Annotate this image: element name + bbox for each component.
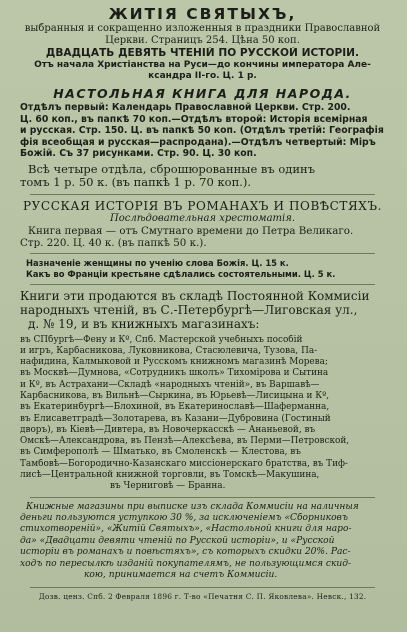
section1-line: Церкви. Страницъ 254. Цѣна 50 коп. xyxy=(105,35,300,46)
section3-total xyxy=(20,163,385,190)
section3-line: фія всеобщая и русская—распродана).—Отдѣлъ четвертый: Міръ xyxy=(20,136,376,148)
address-line: въ Черниговѣ — Бранна. xyxy=(110,481,226,492)
discount-line: кою, принимается на счетъ Коммисіи. xyxy=(84,570,278,581)
address-line: въ Симферополѣ — Шматько, въ Смоленскѣ — Клестова, въ xyxy=(20,447,301,458)
address-line: Карбасникова, въ Вильнѣ—Сыркина, въ Юрьевѣ—Лисицына и Кº, xyxy=(20,390,330,401)
books-sold xyxy=(20,289,385,331)
address-line: Тамбовѣ—Богородично-Казанскаго миссіонерскаго братства, въ Тиф- xyxy=(20,458,348,469)
divider xyxy=(30,194,375,195)
books-line: д. № 19, и въ книжныхъ магазинахъ: xyxy=(28,316,260,331)
section3-line: Божій. Съ 37 рисунками. Стр. 90. Ц. 30 коп. xyxy=(20,148,257,159)
discount-line: ходъ по пересылкѣ изданій покупателямъ, не пользующимся скид- xyxy=(20,558,352,569)
section1-title: ЖИТІЯ СВЯТЫХЪ, xyxy=(108,6,297,23)
divider xyxy=(30,284,375,285)
books-line: Книги эти продаются въ складѣ Постоянной Коммисіи xyxy=(20,288,370,303)
divider xyxy=(30,587,375,588)
section3-title: НАСТОЛЬНАЯ КНИГА ДЛЯ НАРОДА. xyxy=(53,86,352,101)
address-line: и игръ, Карбасникова, Луковникова, Стасюлевича, Тузова, Па- xyxy=(20,345,318,356)
address-line: нафидина, Калмыковой и Русскомъ книжномъ магазинѣ Морева; xyxy=(20,357,328,368)
section2-line: ксандра II-го. Ц. 1 р. xyxy=(148,71,257,81)
section1-details xyxy=(20,23,385,47)
section4-line: Книга первая — отъ Смутнаго времени до Петра Великаго. xyxy=(28,224,354,237)
section3-total-line: томъ 1 р. 50 к. (въ папкѣ 1 р. 70 коп.). xyxy=(20,176,252,189)
address-line: дворъ), въ Кіевѣ—Дивтера, въ Новочеркасскѣ — Ананьевой, въ xyxy=(20,424,316,435)
section2-details xyxy=(20,60,385,82)
discount-line: исторіи въ романахъ и повѣстяхъ», съ которыхъ скидки 20%. Рас- xyxy=(20,547,351,558)
section3-line: Отдѣлъ первый: Календарь Православной Церкви. Стр. 200. xyxy=(20,102,351,113)
discount-line: Книжные магазины при выписке изъ склада Коммисіи на наличныя xyxy=(26,501,359,512)
note-line: Какъ во Франціи крестьяне сдѣлались состоятельными. Ц. 5 к. xyxy=(26,268,336,279)
section4-title: РУССКАЯ ИСТОРІЯ ВЪ РОМАНАХЪ И ПОВѢСТЯХЪ. xyxy=(22,198,382,213)
section3-line: Ц. 60 коп., въ папкѣ 70 коп.—Отдѣлъ второй: Исторія всемірная xyxy=(20,113,368,125)
address-line: въ Москвѣ—Думнова, «Сотрудникъ школъ» Тихомірова и Сытина xyxy=(20,368,329,379)
section4-subtitle: Послѣдовательная хрестоматія. xyxy=(109,212,296,224)
divider xyxy=(30,497,375,498)
section4-details xyxy=(20,225,385,249)
section2-line: Отъ начала Христіанства на Руси—до кончины императора Але- xyxy=(34,60,371,70)
discount-note xyxy=(20,502,385,582)
section2-title: ДВАДЦАТЬ ДЕВЯТЬ ЧТЕНІЙ ПО РУССКОЙ ИСТОРІИ. xyxy=(45,47,360,59)
discount-line: да» «Двадцати девяти чтеній по Русской исторіи», и «Русской xyxy=(20,535,335,546)
divider xyxy=(30,253,375,254)
discount-line: стихотвореній», «Житій Святыхъ», «Настольной книги для наро- xyxy=(20,524,352,535)
address-line: въ Екатеринбургѣ—Блохиной, въ Екатеринославѣ—Шаферманна, xyxy=(20,402,330,413)
addresses xyxy=(20,335,385,493)
address-line: лисѣ—Центральной книжной торговли, въ Томскѣ—Макушина, xyxy=(20,470,320,481)
section3-total-line: Всѣ четыре отдѣла, сброшюрованные въ одинъ xyxy=(28,162,316,176)
address-line: въ СПбургѣ—Фену и Кº, Спб. Мастерской учебныхъ пособій xyxy=(20,334,303,345)
notes xyxy=(20,258,385,280)
censorship-footer: Дозв. ценз. Спб. 2 Февраля 1896 г. Т-во «Печатня С. П. Яковлева». Невск., 132. xyxy=(38,591,367,601)
books-line: народныхъ чтеній, въ С.-Петербургѣ—Лиговская ул., xyxy=(20,302,358,317)
address-line: Омскѣ—Александрова, въ Пензѣ—Алексѣева, въ Перми—Петровской, xyxy=(20,436,350,447)
section1-line: выбранныя и сокращенно изложенныя в праздники Православной xyxy=(24,23,381,34)
note-line: Назначеніе женщины по ученію слова Божія. Ц. 15 к. xyxy=(26,257,289,268)
address-line: въ Елисаветградѣ—Золотарева, въ Казани—Дубровина (Гостиный xyxy=(20,413,331,424)
address-line: и Кº, въ Астрахани—Складѣ «народныхъ чтеній», въ Варшавѣ— xyxy=(20,379,320,390)
section4-line: Стр. 220. Ц. 40 к. (въ папкѣ 50 к.). xyxy=(20,236,207,249)
discount-line: деньги пользуются уступкою 30 %, за исключеніемъ «Сборниковъ xyxy=(20,513,348,524)
section3-line: и русская. Стр. 150. Ц. въ папкѣ 50 коп. (Отдѣлъ третій: Географія xyxy=(20,125,384,136)
section3-details xyxy=(20,102,385,160)
